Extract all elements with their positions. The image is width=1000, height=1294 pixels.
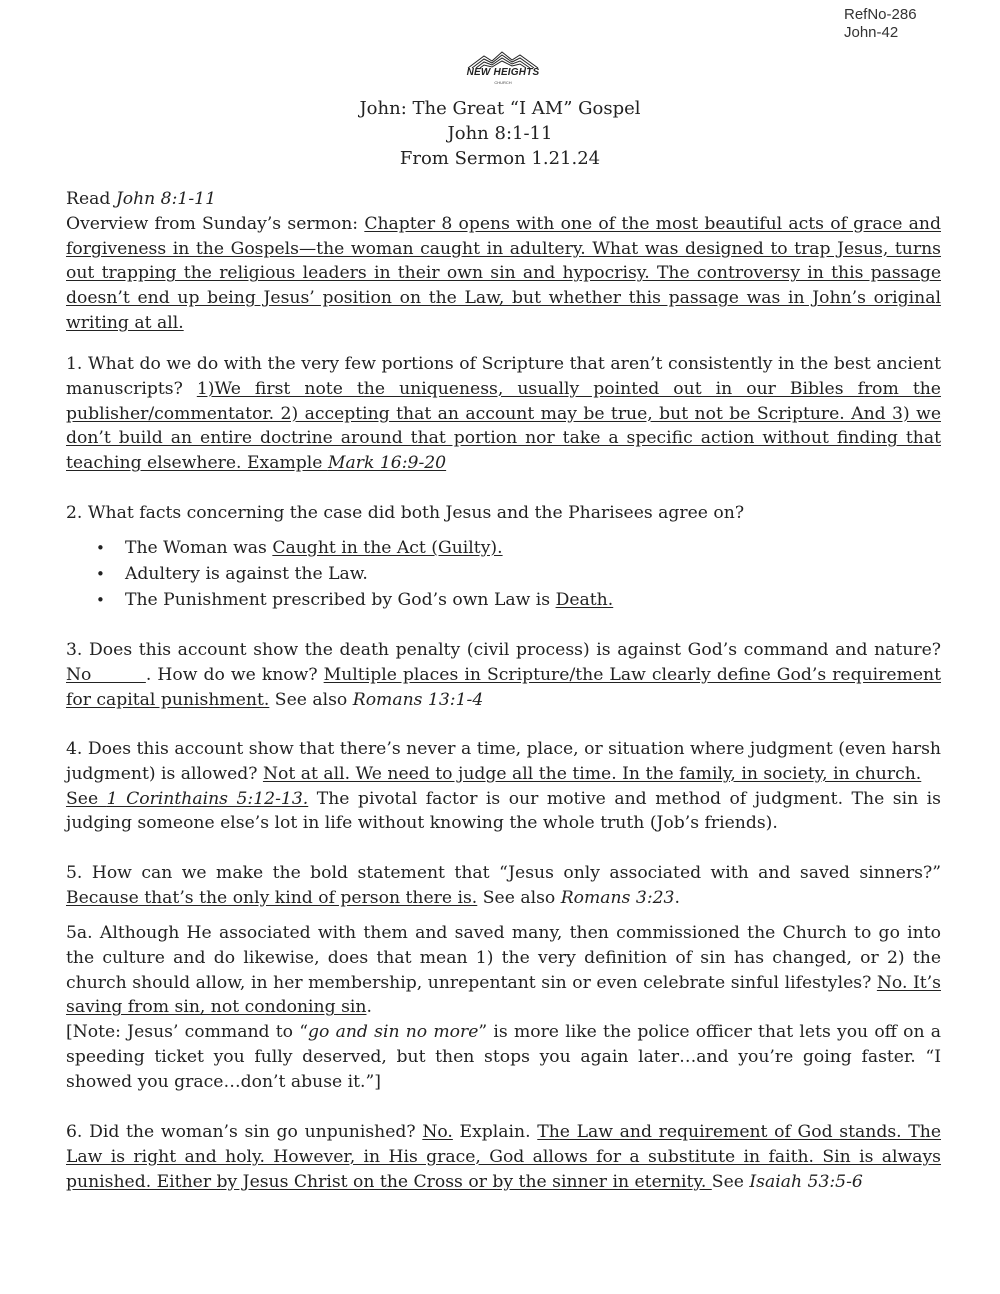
logo-subtext: CHURCH	[494, 80, 512, 85]
passage-reference: John 8:1-11	[447, 123, 553, 144]
q2-question: 2. What facts concerning the case did both Jesus and the Pharisees agree on?	[66, 503, 745, 523]
q5a-note	[66, 1020, 941, 1094]
q2-list	[66, 535, 941, 613]
q6-answer: No.	[422, 1122, 453, 1142]
q4-rest: The pivotal factor is our motive and method of judgment. The sin is judging someone else’s lot in life without knowing the whole truth (Job’s friends).	[66, 788, 941, 834]
q5-end: .	[674, 887, 680, 908]
read-line	[66, 187, 941, 212]
question-5a	[66, 921, 941, 1095]
q3-how-label: How do we know?	[151, 664, 324, 685]
q3-see-label: See also	[269, 689, 353, 710]
q4-see	[66, 789, 308, 809]
question-2	[66, 501, 941, 613]
q4-see-ref: 1 Corinthains 5:12-13.	[106, 788, 309, 809]
question-3	[66, 638, 941, 712]
series-code: John-42	[844, 24, 899, 41]
q2-b1-answer: Caught in the Act (Guilty).	[272, 537, 503, 558]
q1-question: 1. What do we do with the very few portions of Scripture that aren’t consistently in the best ancient manuscripts?	[66, 354, 941, 399]
q2-b1-text: The Woman was	[125, 537, 273, 558]
q5a-end: .	[366, 997, 372, 1018]
q5a-note-start: [Note: Jesus’ command to “	[66, 1022, 309, 1043]
q4-answer: Not at all. We need to judge all the time. In the family, in society, in church.	[262, 763, 922, 784]
q4-paragraph	[66, 737, 941, 836]
q3-answer: No	[66, 664, 146, 685]
q6-paragraph	[66, 1120, 941, 1194]
q2-b2-text: Adultery is against the Law.	[125, 563, 368, 584]
read-label: Read	[66, 189, 116, 209]
q1-answer-text: 1)We first note the uniqueness, usually pointed out in our Bibles from the publisher/commentator. 2) accepting that an account may be true, but not be Scripture. And 3) we don’t build an entire doctrine around that portion nor take a specific action without finding that teaching elsewhere. Example	[66, 378, 941, 474]
q6-explain-answer: The Law and requirement of God stands. The Law is right and holy. However, in His grace, God allows for a substitute in faith. Sin is always punished. Either by Jesus Christ on the Cross or by the sinner in eternity.	[66, 1122, 941, 1192]
q6-see-label: See	[711, 1171, 750, 1192]
q2-b3-text: The Punishment prescribed by God’s own Law is	[125, 589, 556, 610]
q5a-note-quote: go and sin no more	[308, 1022, 479, 1043]
q5-question: 5. How can we make the bold statement that “Jesus only associated with and saved sinners?”	[66, 863, 941, 883]
q1-paragraph	[66, 352, 941, 476]
q1-answer	[66, 379, 941, 473]
church-logo	[462, 50, 544, 90]
q1-answer-ref: Mark 16:9-20	[327, 453, 447, 474]
question-5	[66, 861, 941, 911]
q3-how-answer: Multiple places in Scripture/the Law clearly define God’s requirement for capital punishment.	[66, 664, 942, 710]
intro-section	[66, 187, 941, 336]
q3-paragraph	[66, 638, 941, 712]
overview-answer: Chapter 8 opens with one of the most beautiful acts of grace and forgiveness in the Gospels—the woman caught in adultery. What was designed to trap Jesus, turns out trapping the religious leaders in their own sin and hypocrisy. The controversy in this passage doesn’t end up being Jesus’ position on the Law, but whether this passage was in John’s original writing at all.	[66, 213, 941, 333]
q5-see-ref: Romans 3:23	[560, 887, 675, 908]
question-6	[66, 1120, 941, 1194]
q3-see-ref: Romans 13:1-4	[352, 689, 484, 710]
list-item	[66, 535, 941, 561]
overview-paragraph	[66, 212, 941, 336]
q5a-question: 5a. Although He associated with them and saved many, then commissioned the Church to go into the culture and do likewise, does that mean 1) the very definition of sin has changed, or 2) the church should allow, in her membership, unrepentant sin or even celebrate sinful lifestyles?	[66, 923, 941, 993]
overview-label: Overview from Sunday’s sermon:	[66, 213, 365, 234]
q2-b3-answer: Death.	[555, 589, 614, 610]
q3-end: .	[145, 664, 152, 685]
list-item	[66, 561, 941, 587]
q4-question: 4. Does this account show that there’s never a time, place, or situation where judgment (even harsh judgment) is allowed?	[66, 739, 941, 784]
q6-explain-label: Explain.	[452, 1122, 538, 1142]
read-reference: John 8:1-11	[115, 189, 217, 209]
question-4	[66, 737, 941, 836]
question-1	[66, 352, 941, 476]
q5-answer: Because that’s the only kind of person there is.	[66, 887, 478, 908]
q5a-note-rest: ” is more like the police officer that lets you off on a speeding ticket you fully deserved, but then stops you again later…and you’re going faster. “I showed you grace…don’t abuse it.”]	[66, 1022, 941, 1092]
reference-code	[844, 6, 917, 42]
q5-see-label: See also	[477, 887, 561, 908]
q5a-answer: No. It’s saving from sin, not condoning sin	[66, 972, 941, 1018]
page-title: John: The Great “I AM” Gospel	[359, 98, 641, 119]
q4-see-label: See	[66, 788, 107, 809]
sermon-date: From Sermon 1.21.24	[399, 148, 601, 169]
ref-number: RefNo-286	[844, 6, 917, 23]
logo-text: NEW HEIGHTS	[466, 67, 540, 78]
q6-see-ref: Isaiah 53:5-6	[749, 1171, 863, 1192]
q6-question: 6. Did the woman’s sin go unpunished?	[66, 1122, 423, 1142]
q3-question: 3. Does this account show the death penalty (civil process) is against God’s command and nature?	[66, 640, 941, 660]
list-item	[66, 587, 941, 613]
q5a-paragraph	[66, 921, 941, 1020]
q5-paragraph	[66, 861, 941, 911]
